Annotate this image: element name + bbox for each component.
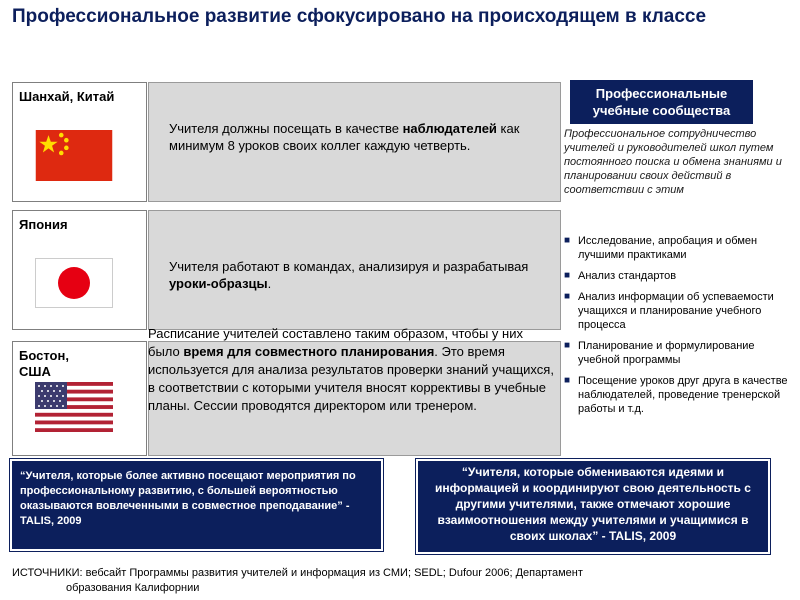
list-item: ■ Планирование и формулирование учебной программы [564,340,755,366]
list-item: ■ Анализ информации об успеваемости учащихся и планирование учебного процесса [564,291,774,331]
country-label: Япония [19,217,68,232]
description-cell-shanghai [148,82,561,202]
country-cell-boston [12,341,147,456]
bullet-icon: ■ [564,235,571,246]
bullet-icon: ■ [564,270,571,281]
quote-text: “Учителя, которые обмениваются идеями и информацией и координируют свою деятельность с другими учителями, также отмечают хорошие взаимоотношения между учителями и учащимися в своих школах” - TALIS, 2009 [435,465,751,543]
pls-header: Профессиональные учебные сообщества [570,80,753,124]
page-title: Профессиональное развитие сфокусировано на происходящем в классе [12,6,707,27]
bullet-icon: ■ [564,291,571,302]
sources-line: ИСТОЧНИКИ: вебсайт Программы развития учителей и информация из СМИ; SEDL; Dufour 2006; Департамент [12,567,583,579]
list-item: ■ Исследование, апробация и обмен лучшими практиками [564,235,758,261]
sources-note [12,566,772,596]
description-cell-japan [148,210,561,330]
bullet-icon: ■ [564,375,571,386]
description-text-boston: Расписание учителей составлено таким образом, чтобы у них было время для совместного планирования. Это время используется для анализа результатов проверки знаний учащихся, в соответствии с которыми учителя вносят коррективы в учебные планы. Сессии проводятся директором или тренером. [148,326,554,413]
list-item: ■ Анализ стандартов [564,270,677,282]
sources-line: образования Калифорнии [66,582,200,594]
flag-china-icon [35,130,113,181]
description-text: Учителя должны посещать в качестве наблюдателей как минимум 8 уроков своих коллег каждую четверть. [169,121,520,153]
pls-list [564,234,796,423]
flag-usa-icon [35,382,113,432]
pls-intro: Профессиональное сотрудничество учителей и руководителей школ путем постоянного поиска и обмена знаниями и планировании своих действий в соответствии с этим [564,128,782,196]
flag-japan-icon [35,258,113,308]
description-text: Учителя работают в командах, анализируя и разрабатывая уроки-образцы. [169,259,529,291]
country-label: Шанхай, Китай [19,89,115,104]
quote-box-right [416,459,770,554]
quote-text: “Учителя, которые более активно посещают мероприятия по профессиональному развитию, с большей вероятностью оказываются вовлеченными в совместное преподавание” - TALIS, 2009 [20,470,356,527]
quote-box-left [10,459,383,551]
country-cell-shanghai [12,82,147,202]
country-label: Бостон, США [19,348,69,379]
list-item: ■ Посещение уроков друг друга в качестве наблюдателей, проведение тренерской работы и т.д. [564,375,788,415]
bullet-icon: ■ [564,340,571,351]
country-cell-japan [12,210,147,330]
